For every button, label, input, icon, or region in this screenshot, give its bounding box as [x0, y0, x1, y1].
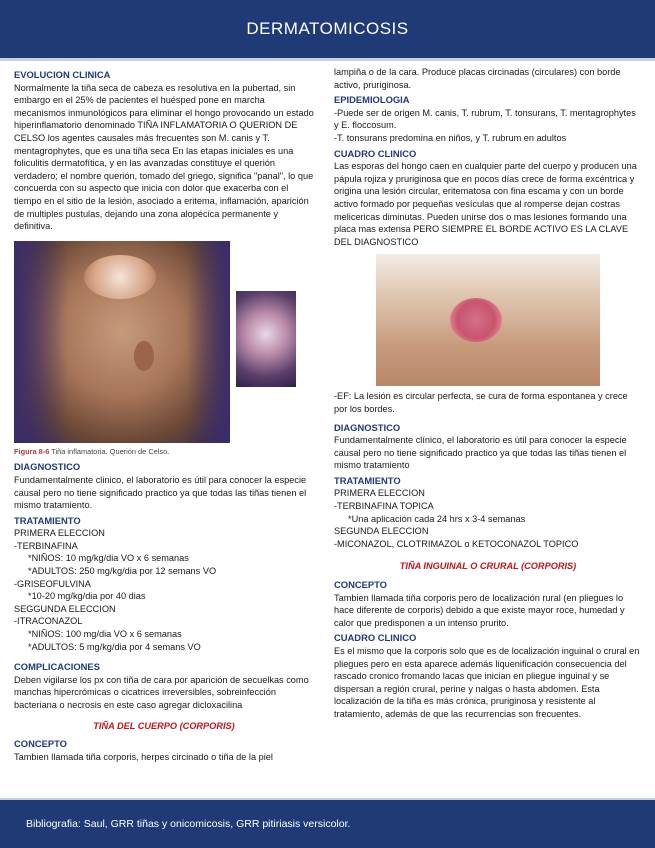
tina-corporis-photo: [376, 254, 600, 386]
cuadro-clinico-text: Es el mismo que la corporis solo que es de localización inguinal o crural en pliegues pero en esta aparece además liquenificación consecuencia del rascado cronico fromando lacas que inician en pliegue inguinal y se dispersan a región crural, perine y nalgas o hasta abdomen. Esta localización de la tiña es más crónica, pruriginosa y resistente al tratamiento, además de que las recurrencias son frecuentes.: [334, 646, 640, 719]
tratamiento-line: -MICONAZOL, CLOTRIMAZOL o KETOCONAZOL TOPICO: [334, 538, 579, 549]
concepto-text: Tambien llamada tiña corporis pero de localización rural (en pliegues lo hace diferente de corporis) debido a que existe mayor roce, humedad y calor que predisponen a un intenso prurito.: [334, 592, 625, 628]
figure-text: Tiña inflamatoria. Querión de Celso.: [51, 446, 170, 456]
tina-cuerpo-subtitle: TIÑA DEL CUERPO (CORPORIS): [93, 720, 235, 731]
concepto-heading: CONCEPTO: [334, 579, 387, 591]
figure-8-6: [14, 241, 314, 459]
querion-photo: [14, 241, 230, 443]
bibliografia-text: Bibliografia: Saul, GRR tiñas y onicomicosis, GRR pitiriasis versicolor.: [26, 818, 351, 830]
tratamiento-line: *ADULTOS: 5 mg/kg/dia por 4 semans VO: [28, 641, 201, 652]
tratamiento-line: *10-20 mg/kg/dia por 40 dias: [28, 591, 146, 602]
figure-caption: [14, 446, 314, 459]
tratamiento-line: *NIÑOS: 100 mg/dia VO x 6 semanas: [28, 629, 182, 640]
concepto-text: Tambien llamada tiña corporis, herpes circinado o tiña de la piel: [14, 751, 273, 762]
tratamiento-line: SEGGUNDA ELECCION: [14, 603, 116, 614]
cuadro-clinico-heading: CUADRO CLINICO: [334, 632, 417, 644]
tratamiento-line: *ADULTOS: 250 mg/kg/dia por 12 semans VO: [28, 566, 217, 577]
tratamiento-line: PRIMERA ELECCION: [14, 528, 105, 539]
concepto-heading: CONCEPTO: [14, 738, 67, 750]
querion-closeup-photo: [236, 291, 296, 387]
tratamiento-line: *Una aplicación cada 24 hrs x 3-4 semanas: [348, 513, 526, 524]
complicaciones-heading: COMPLICACIONES: [14, 661, 100, 673]
figure-label: Figura 8-6: [14, 446, 50, 456]
tratamiento-line: SEGUNDA ELECCION: [334, 526, 429, 537]
page-header: [0, 0, 655, 61]
tratamiento-line: -TERBINAFINA: [14, 540, 78, 551]
page-footer: [0, 798, 655, 848]
tratamiento-line: -TERBINAFINA TOPICA: [334, 501, 434, 512]
diagnostico-text: Fundamentalmente clinico, el laboratorio es útil para conocer la especie causal pero no tiene significado practico ya que todas las tiñas tienen el mismo tratamiento.: [14, 474, 307, 511]
diagnostico-heading: DIAGNOSTICO: [14, 461, 81, 473]
tratamiento-heading: TRATAMIENTO: [14, 514, 81, 526]
evolucion-text: Normalmente la tiña seca de cabeza es resolutiva en la pubertad, sin embargo en el 25% de pacientes el huésped pone en marcha mecanismos inmunológicos para eliminar el hongo provocando un estado hiperinflamatorio denominado TIÑA INFLAMATORIA O QUERION DE CELSO los agentes causales más frecuentes son M. canis y T. mentagrophytes, que es una tiña seca En las etapas iniciales es una foliculitis dermatofítica, y en las avanzadas constituye el querión verdadero; el nombre querión, tomado del griego, significa "panal", lo que concuerda con su aspecto que inicia con dolor que exacerba con el tiempo en el sitio de la lesión, asociado a eritema, inflamación, aparición de multiples pustulas, dejando una zona alopécica permanente y definitiva.: [14, 82, 314, 232]
tina-inguinal-subtitle: TIÑA INGUINAL O CRURAL (CORPORIS): [399, 561, 577, 572]
page-title: DERMATOMICOSIS: [246, 19, 409, 38]
ef-text: -EF: La lesión es circular perfecta, se cura de forma espontanea y crece por los bordes.: [334, 391, 628, 414]
diagnostico-heading: DIAGNOSTICO: [334, 421, 401, 433]
intro-text: lampiña o de la cara. Produce placas circinadas (circulares) con borde activo, pruriginosa.: [334, 67, 621, 90]
tratamiento-line: PRIMERA ELECCION: [334, 488, 425, 499]
epidemiologia-line: -T. tonsurans predomina en niños, y T. rubrum en adultos: [334, 132, 567, 143]
cuadro-clinico-text: Las esporas del hongo caen en cualquier parte del cuerpo y producen una pápula rojiza y pruriginosa que en pocos días crece de forma excéntrica y origina una lesión circular, eritematosa con fina escama y con un borde activo formado por pequeñas vesículas que al romperse dejan costras melicericas diminutas. Pueden unirse dos o mas lesiones formando una placa mas extensa PERO SIEMPRE EL BORDE ACTIVO ES LA CLAVE DEL DIAGNOSTICO: [334, 161, 637, 247]
epidemiologia-line: -Puede ser de origen M. canis, T. rubrum, T. tonsurans, T. mentagrophytes y E. floccosum.: [334, 107, 636, 131]
tratamiento-line: *NIÑOS: 10 mg/kg/dia VO x 6 semanas: [28, 553, 189, 564]
left-column: [14, 66, 314, 763]
complicaciones-text: Deben vigilarse los px con tiña de cara por aparición de secuelkas como manchas hipercrómicas o cicatrices irreversibles, sobreinfección bacteriana o necrosis en este caso agregar dicloxacilina: [14, 674, 309, 710]
evolucion-heading: EVOLUCION CLINICA: [14, 69, 111, 80]
tratamiento-line: -ITRACONAZOL: [14, 616, 83, 627]
tratamiento-line: -GRISEOFULVINA: [14, 578, 91, 589]
diagnostico-text: Fundamentalmente clínico, el laboratorio es útil para conocer la especie causal pero no tiene significado practico ya que todas las tiñas tienen el mismo tratamiento: [334, 435, 627, 471]
right-column: [334, 66, 642, 721]
cuadro-clinico-heading: CUADRO CLINICO: [334, 147, 417, 159]
tratamiento-heading: TRATAMIENTO: [334, 474, 401, 486]
epidemiologia-heading: EPIDEMIOLOGIA: [334, 94, 410, 106]
